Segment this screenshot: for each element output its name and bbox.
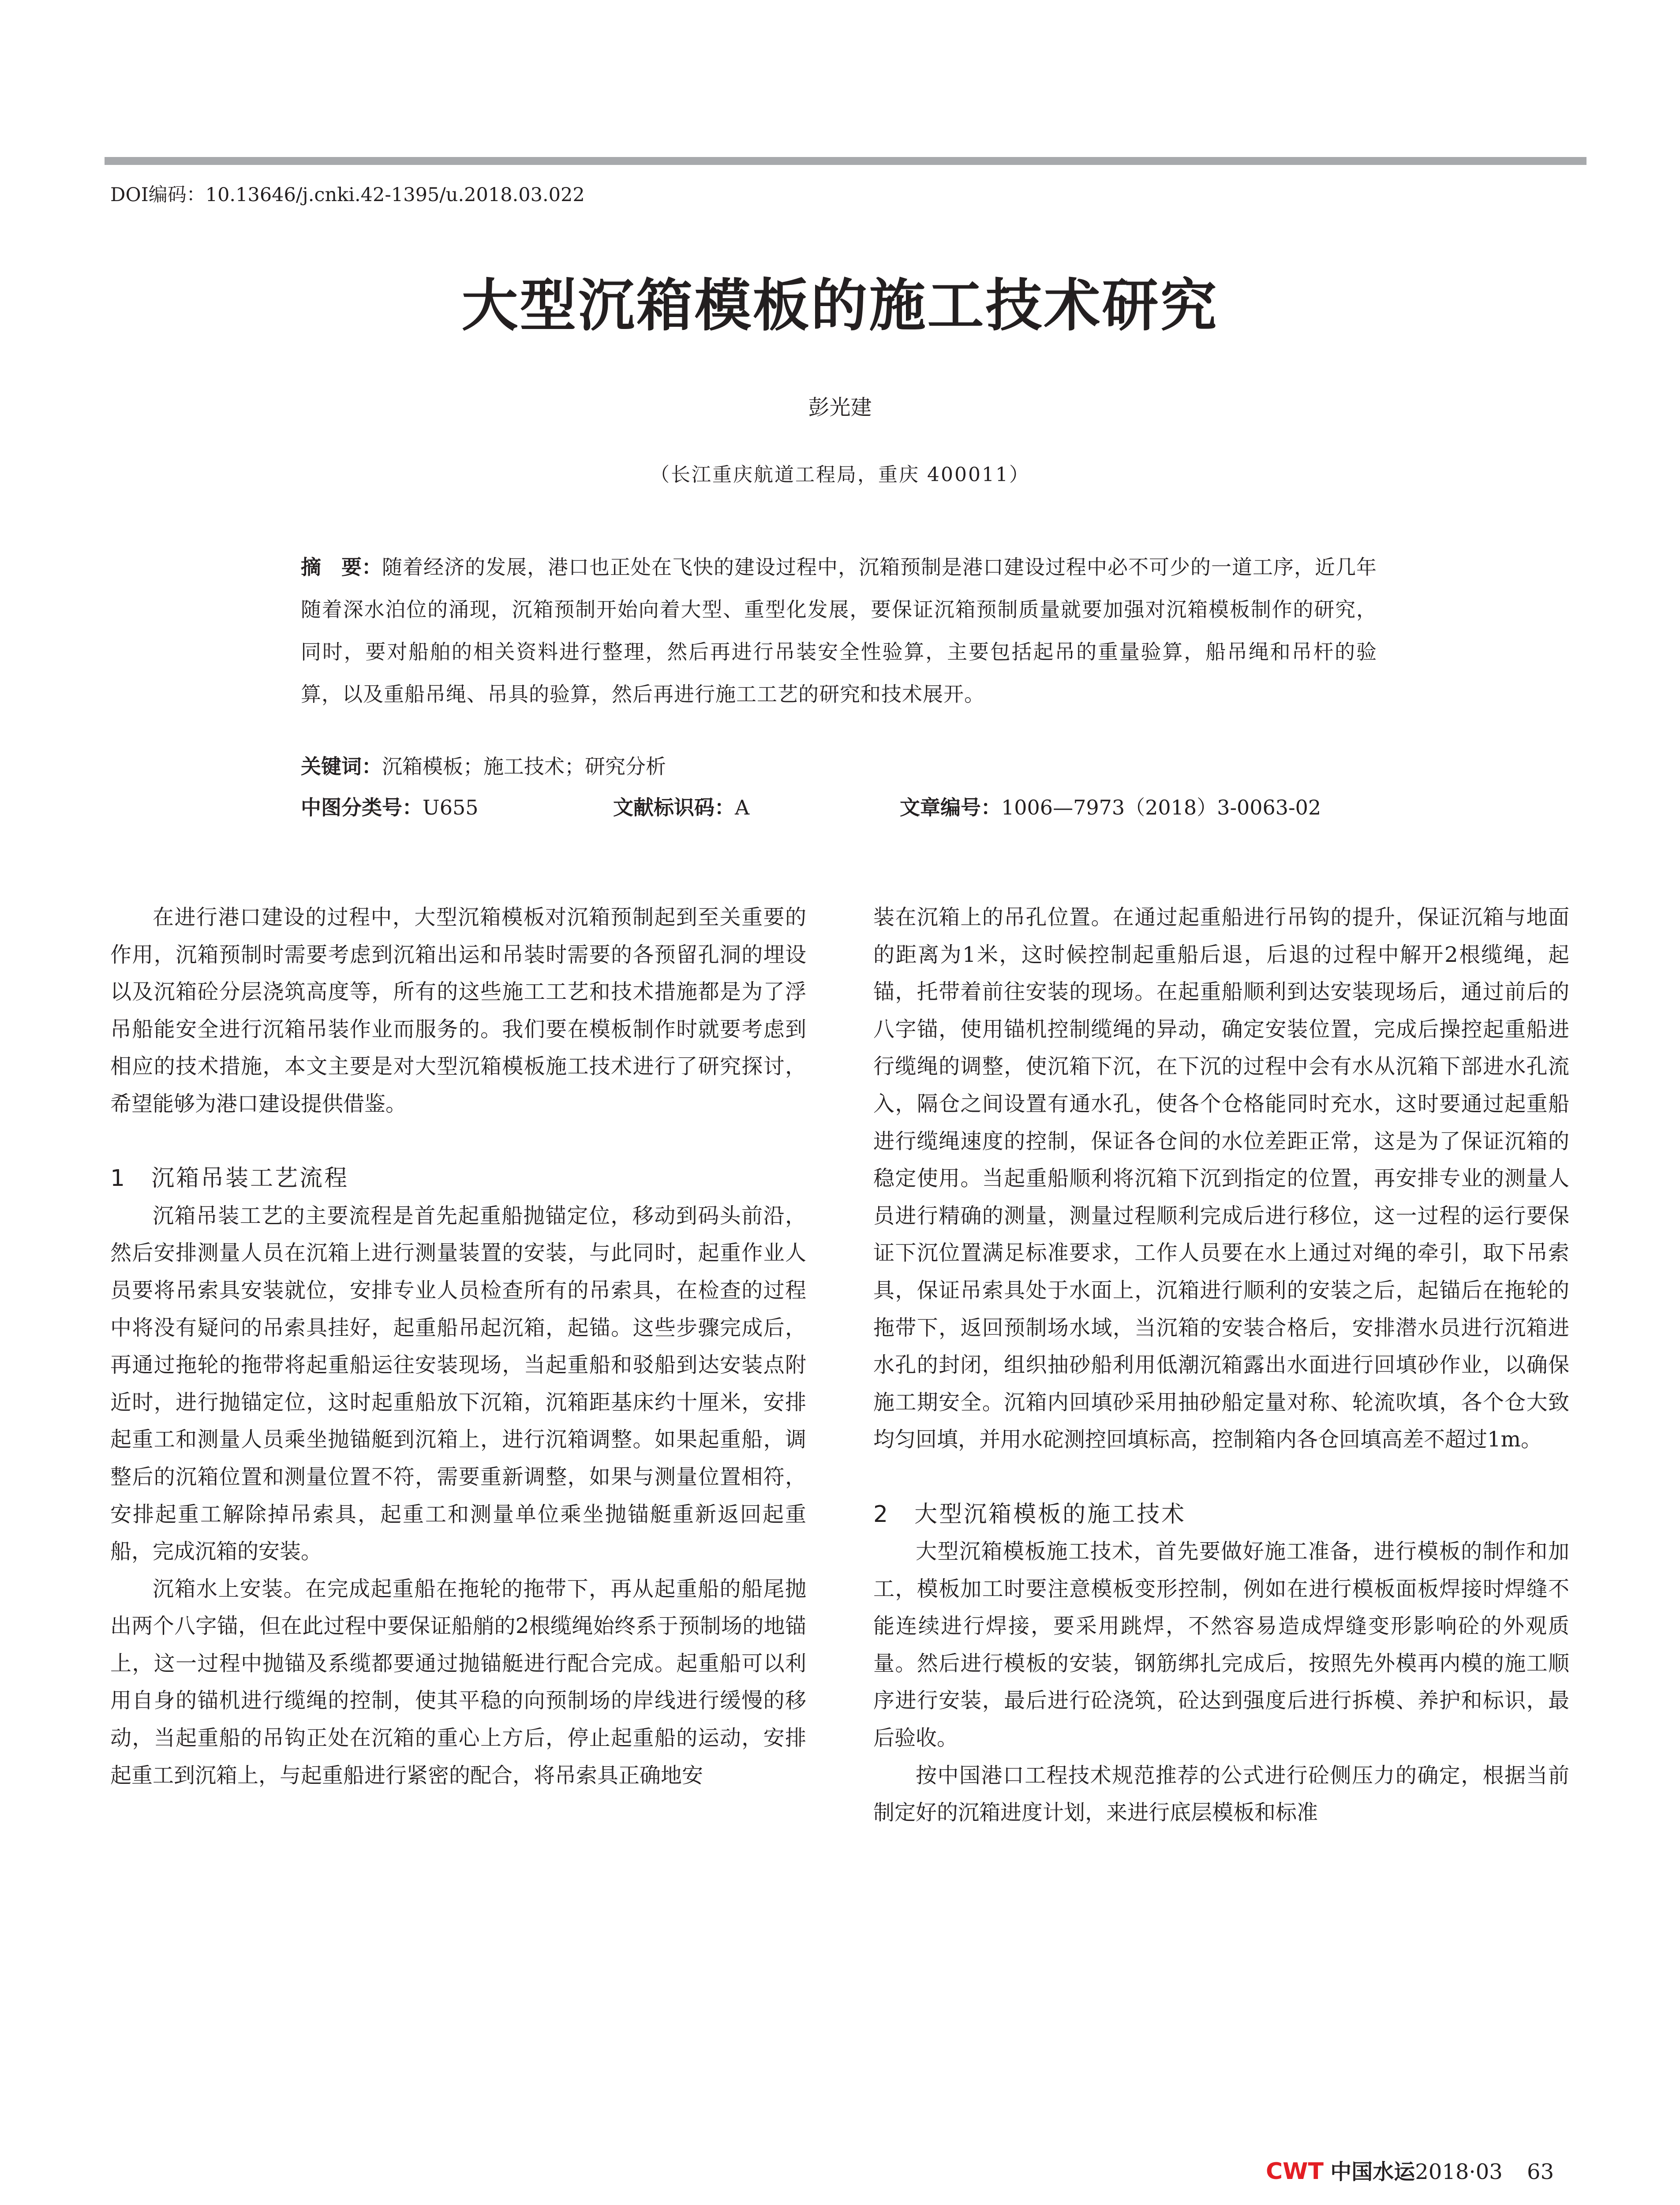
section-1-paragraph-1: 沉箱吊装工艺的主要流程是首先起重船抛锚定位，移动到码头前沿，然后安排测量人员在沉箱上进行测量装置的安装，与此同时，起重作业人员要将吊索具安装就位，安排专业人员检查所有的吊索具，在检查的过程中将没有疑问的吊索具挂好，起重船吊起沉箱，起锚。这些步骤完成后，再通过拖轮的拖带将起重船运往安装现场，当起重船和驳船到达安装点附近时，进行抛锚定位，这时起重船放下沉箱，沉箱距基床约十厘米，安排起重工和测量人员乘坐抛锚艇到沉箱上，进行沉箱调整。如果起重船，调整后的沉箱位置和测量位置不符，需要重新调整，如果与测量位置相符，安排起重工解除掉吊索具，起重工和测量单位乘坐抛锚艇重新返回起重船，完成沉箱的安装。 [110, 1203, 806, 1564]
doc-value: A [735, 796, 750, 819]
section-2-paragraph-2: 按中国港口工程技术规范推荐的公式进行砼侧压力的确定，根据当前制定好的沉箱进度计划，来进行底层模板和标准 [873, 1763, 1569, 1825]
clc-value: U655 [423, 796, 479, 819]
magazine-name: 中国水运 [1330, 2160, 1415, 2184]
header-rule [105, 157, 1586, 165]
doi-line: DOI编码：10.13646/j.cnki.42-1395/u.2018.03.022 [110, 184, 585, 206]
document-code [613, 792, 749, 821]
clc-number [301, 792, 479, 821]
paper-title: 大型沉箱模板的施工技术研究 [461, 273, 1219, 339]
page-number: 63 [1527, 2160, 1554, 2184]
body-column-left [110, 899, 806, 1794]
abstract-text: 随着经济的发展，港口也正处在飞快的建设过程中，沉箱预制是港口建设过程中必不可少的一道工序，近几年随着深水泊位的涌现，沉箱预制开始向着大型、重型化发展，要保证沉箱预制质量就要加强对沉箱模板制作的研究，同时，要对船舶的相关资料进行整理，然后再进行吊装安全性验算，主要包括起吊的重量验算，船吊绳和吊杆的验算，以及重船吊绳、吊具的验算，然后再进行施工工艺的研究和技术展开。 [301, 555, 1377, 706]
cwt-logo: CWT [1266, 2158, 1324, 2185]
intro-paragraph: 在进行港口建设的过程中，大型沉箱模板对沉箱预制起到至关重要的作用，沉箱预制时需要考虑到沉箱出运和吊装时需要的各预留孔洞的埋设以及沉箱砼分层浇筑高度等，所有的这些施工工艺和技术措施都是为了浮吊船能安全进行沉箱吊装作业而服务的。我们要在模板制作时就要考虑到相应的技术措施，本文主要是对大型沉箱模板施工技术进行了研究探讨，希望能够为港口建设提供借鉴。 [110, 905, 806, 1116]
page-footer [1266, 2155, 1554, 2185]
abstract [301, 546, 1377, 715]
keywords-label: 关键词： [301, 755, 382, 778]
section-2-paragraph-1: 大型沉箱模板施工技术，首先要做好施工准备，进行模板的制作和加工，模板加工时要注意模板变形控制，例如在进行模板面板焊接时焊缝不能连续进行焊接，要采用跳焊，不然容易造成焊缝变形影响砼的外观质量。然后进行模板的安装，钢筋绑扎完成后，按照先外模再内模的施工顺序进行安装，最后进行砼浇筑，砼达到强度后进行拆模、养护和标识，最后验收。 [873, 1539, 1569, 1751]
clc-label: 中图分类号： [301, 796, 423, 819]
section-1-paragraph-2-continued: 装在沉箱上的吊孔位置。在通过起重船进行吊钩的提升，保证沉箱与地面的距离为1米，这时候控制起重船后退，后退的过程中解开2根缆绳，起锚，托带着前往安装的现场。在起重船顺利到达安装现场后，通过前后的八字锚，使用锚机控制缆绳的异动，确定安装位置，完成后操控起重船进行缆绳的调整，使沉箱下沉，在下沉的过程中会有水从沉箱下部进水孔流入，隔仓之间设置有通水孔，使各个仓格能同时充水，这时要通过起重船进行缆绳速度的控制，保证各仓间的水位差距正常，这是为了保证沉箱的稳定使用。当起重船顺利将沉箱下沉到指定的位置，再安排专业的测量人员进行精确的测量，测量过程顺利完成后进行移位，这一过程的运行要保证下沉位置满足标准要求，工作人员要在水上通过对绳的牵引，取下吊索具，保证吊索具处于水面上，沉箱进行顺利的安装之后，起锚后在拖轮的拖带下，返回预制场水域，当沉箱的安装合格后，安排潜水员进行沉箱进水孔的封闭，组织抽砂船利用低潮沉箱露出水面进行回填砂作业，以确保施工期安全。沉箱内回填砂采用抽砂船定量对称、轮流吹填，各个仓大致均匀回填，并用水砣测控回填标高，控制箱内各仓回填高差不超过1m。 [873, 905, 1569, 1452]
doc-label: 文献标识码： [613, 796, 735, 819]
section-1-heading: 1 沉箱吊装工艺流程 [110, 1165, 349, 1192]
abstract-label: 摘 要： [301, 555, 382, 579]
issue: 2018·03 [1415, 2160, 1503, 2184]
keywords-text: 沉箱模板；施工技术；研究分析 [382, 755, 666, 778]
section-1-paragraph-2: 沉箱水上安装。在完成起重船在拖轮的拖带下，再从起重船的船尾抛出两个八字锚，但在此过程中要保证船艄的2根缆绳始终系于预制场的地锚上，这一过程中抛锚及系缆都要通过抛锚艇进行配合完成。起重船可以利用自身的锚机进行缆绳的控制，使其平稳的向预制场的岸线进行缓慢的移动，当起重船的吊钩正处在沉箱的重心上方后，停止起重船的运动，安排起重工到沉箱上，与起重船进行紧密的配合，将吊索具正确地安 [110, 1576, 806, 1788]
section-2-heading: 2 大型沉箱模板的施工技术 [873, 1501, 1186, 1528]
art-value: 1006—7973（2018）3-0063-02 [1001, 796, 1321, 819]
affiliation: （长江重庆航道工程局，重庆 400011） [650, 463, 1030, 486]
keywords [301, 751, 666, 780]
article-number [900, 792, 1321, 821]
art-label: 文章编号： [900, 796, 1001, 819]
author: 彭光建 [808, 395, 872, 420]
body-column-right [873, 899, 1569, 1831]
